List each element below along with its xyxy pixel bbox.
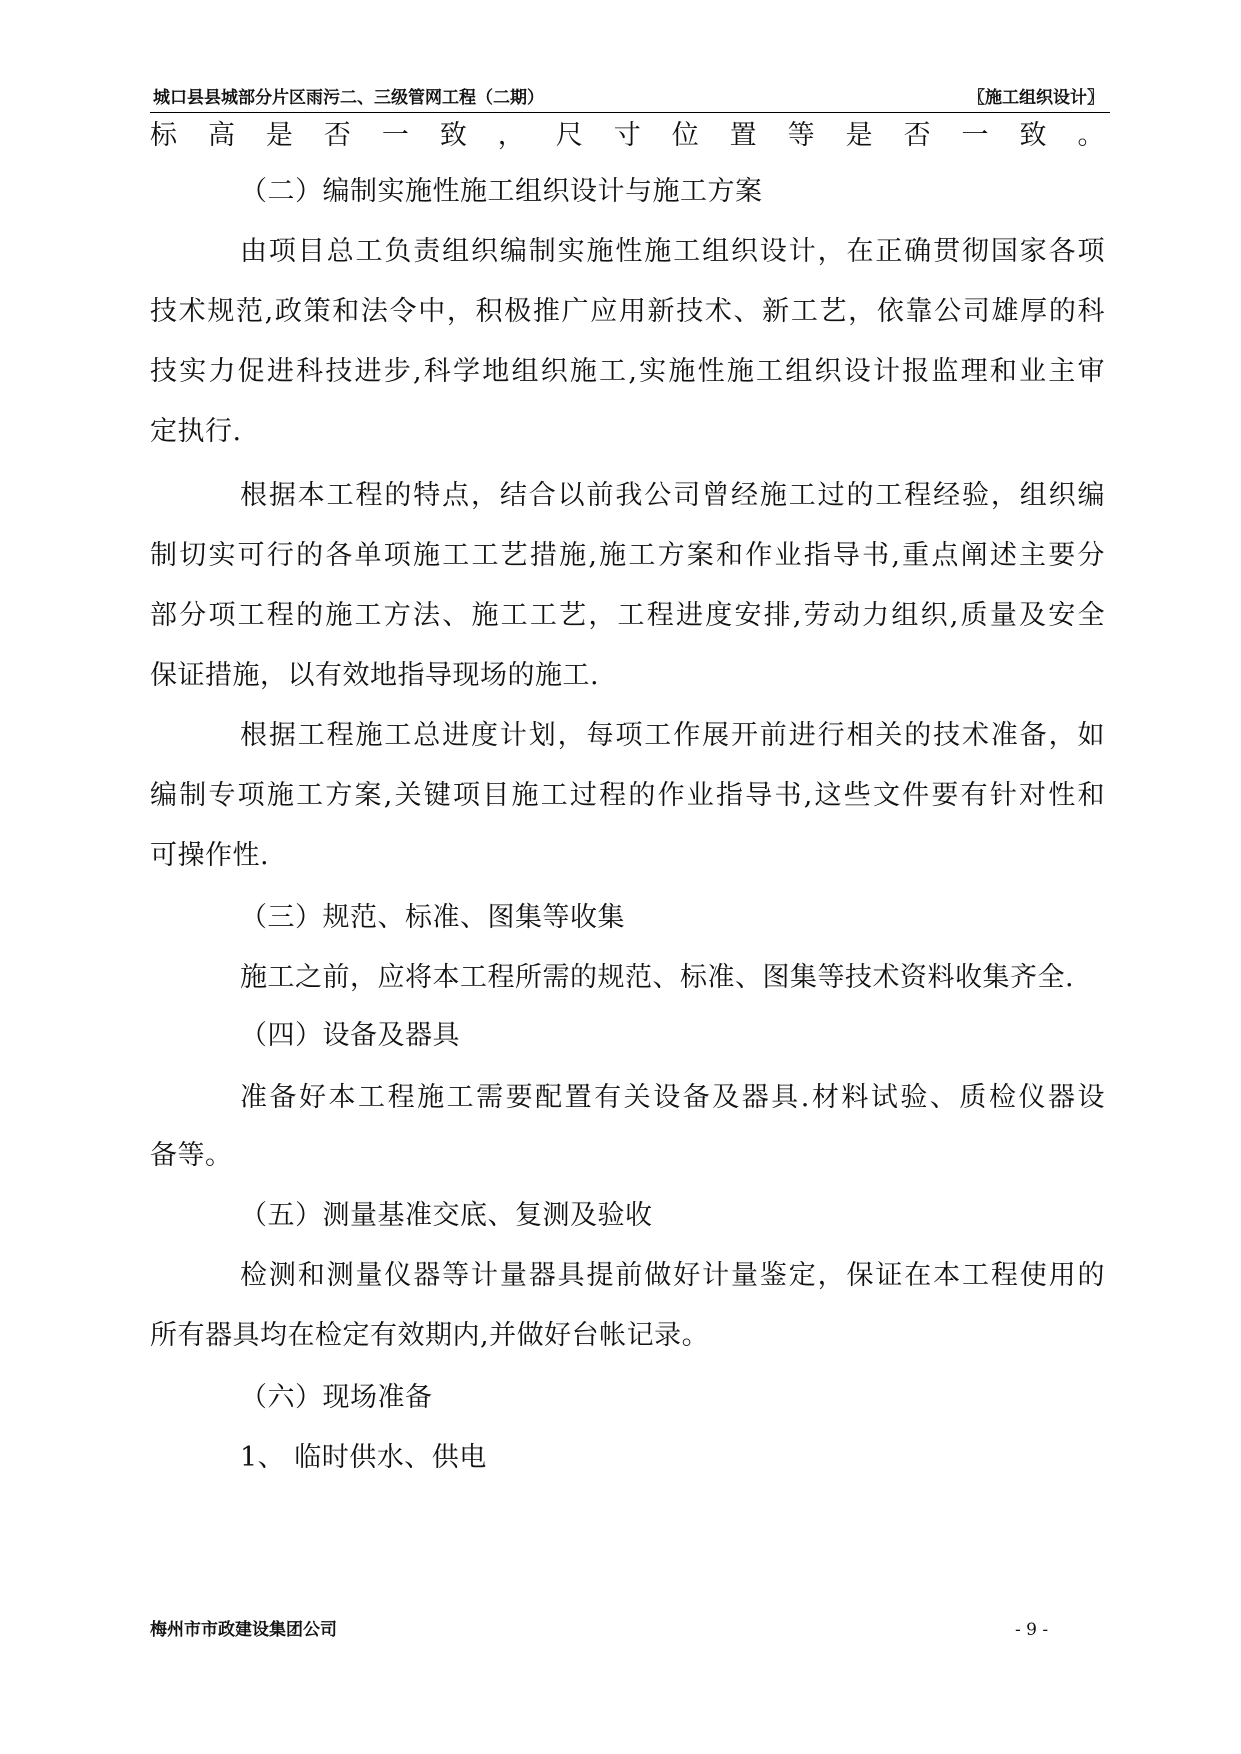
section-heading-3: （三）规范、标准、图集等收集 xyxy=(240,902,625,933)
text-line: 根据本工程的特点，结合以前我公司曾经施工过的工程经验，组织编 xyxy=(240,480,1105,511)
text-line: 保证措施，以有效地指导现场的施工. xyxy=(150,660,600,691)
text-line: 由项目总工负责组织编制实施性施工组织设计，在正确贯彻国家各项 xyxy=(240,236,1105,267)
text-line: 技术规范,政策和法令中，积极推广应用新技术、新工艺，依靠公司雄厚的科 xyxy=(150,296,1105,327)
page-header xyxy=(150,86,1110,113)
page-number: - 9 - xyxy=(1015,1620,1049,1640)
text-line: 施工之前，应将本工程所需的规范、标准、图集等技术资料收集齐全. xyxy=(240,962,1075,993)
section-heading-2: （二）编制实施性施工组织设计与施工方案 xyxy=(240,176,763,207)
section-heading-6: （六）现场准备 xyxy=(240,1382,433,1413)
text-line: 根据工程施工总进度计划，每项工作展开前进行相关的技术准备，如 xyxy=(240,720,1105,751)
text-line: 技实力促进科技进步,科学地组织施工,实施性施工组织设计报监理和业主审 xyxy=(150,356,1105,387)
project-title: 城口县县城部分片区雨污二、三级管网工程（二期） xyxy=(153,88,544,108)
text-line: 标高是否一致，尺寸位置等是否一致。 xyxy=(150,120,1105,151)
text-line: 检测和测量仪器等计量器具提前做好计量鉴定，保证在本工程使用的 xyxy=(240,1260,1105,1291)
text-line: 定执行. xyxy=(150,416,242,447)
document-type: 〖施工组织设计〗 xyxy=(968,88,1104,108)
text-line: 制切实可行的各单项施工工艺措施,施工方案和作业指导书,重点阐述主要分 xyxy=(150,540,1105,571)
text-line: 所有器具均在检定有效期内,并做好台帐记录。 xyxy=(150,1320,710,1351)
text-line: 编制专项施工方案,关键项目施工过程的作业指导书,这些文件要有针对性和 xyxy=(150,780,1105,811)
text-line: 可操作性. xyxy=(150,840,270,871)
section-heading-5: （五）测量基准交底、复测及验收 xyxy=(240,1200,653,1231)
list-item: 1、 临时供水、供电 xyxy=(240,1442,487,1473)
page-footer xyxy=(150,1618,1110,1642)
text-line: 准备好本工程施工需要配置有关设备及器具.材料试验、质检仪器设 xyxy=(240,1082,1105,1113)
text-line: 备等。 xyxy=(150,1140,233,1171)
section-heading-4: （四）设备及器具 xyxy=(240,1020,460,1051)
company-name: 梅州市市政建设集团公司 xyxy=(150,1620,337,1640)
text-line: 部分项工程的施工方法、施工工艺，工程进度安排,劳动力组织,质量及安全 xyxy=(150,600,1105,631)
